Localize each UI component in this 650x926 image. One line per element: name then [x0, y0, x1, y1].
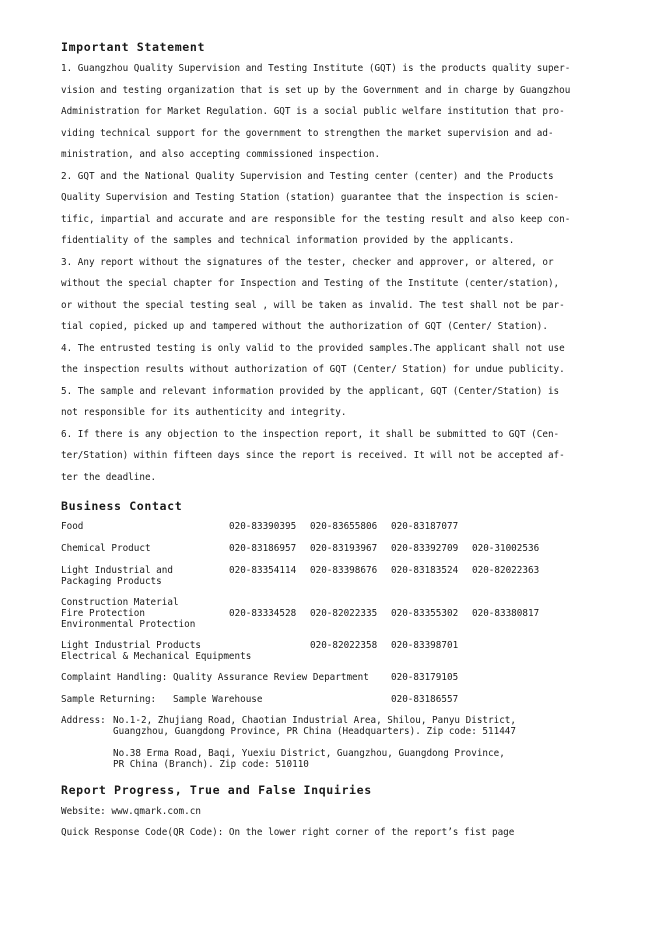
statement-line: fidentiality of the samples and technical information provided by the applicants.: [61, 235, 515, 246]
statement-line: tial copied, picked up and tampered without the authorization of GQT (Center/ Station).: [61, 321, 548, 332]
statement-line: without the special chapter for Inspection and Testing of the Institute (center/station),: [61, 278, 560, 289]
phone-number: 020-82022335: [310, 608, 378, 619]
statement-line: 6. If there is any objection to the inspection report, it shall be submitted to GQT (Cen-: [61, 428, 560, 440]
address-label: Address:: [61, 715, 106, 726]
statement-line: 1. Guangzhou Quality Supervision and Testing Institute (GQT) is the products quality super-: [61, 63, 571, 74]
statement-line: 2. GQT and the National Quality Supervision and Testing center (center) and the Products: [61, 170, 554, 182]
phone-number: 020-83398676: [310, 565, 378, 576]
category-label: Light Industrial Products Electrical & Mechanical Equipments: [61, 640, 252, 662]
statement-line: the inspection results without authorization of GQT (Center/ Station) for undue publicity.: [61, 364, 565, 375]
statement-line: Quality Supervision and Testing Station (station) guarantee that the inspection is scien-: [61, 192, 560, 203]
qr-code-text: Quick Response Code(QR Code): On the lower right corner of the report’s fist page: [61, 827, 515, 838]
statement-line: not responsible for its authenticity and integrity.: [61, 407, 347, 418]
address-text: No.1-2, Zhujiang Road, Chaotian Industrial Area, Shilou, Panyu District, Guangzhou, Guangdong Province, PR China (Headquarters). Zip code: 511447: [113, 715, 516, 737]
statement-line: tific, impartial and accurate and are responsible for the testing result and also keep con-: [61, 213, 571, 225]
inquiries-heading: Report Progress, True and False Inquiries: [61, 783, 372, 797]
category-label: Sample Returning: Sample Warehouse: [61, 694, 263, 705]
statement-line: 3. Any report without the signatures of the tester, checker and approver, or altered, or: [61, 256, 554, 268]
statement-line: 5. The sample and relevant information provided by the applicant, GQT (Center/Station) is: [61, 385, 560, 397]
statement-line: 4. The entrusted testing is only valid to the provided samples.The applicant shall not use: [61, 342, 565, 354]
phone-number: 020-83187077: [391, 521, 459, 532]
phone-number: 020-83392709: [391, 543, 459, 554]
phone-number: 020-83179105: [391, 672, 459, 683]
phone-number: 020-83186557: [391, 694, 459, 705]
contact-row-construction: [61, 597, 601, 630]
contact-row-complaint: [61, 672, 601, 692]
category-label: Complaint Handling: Quality Assurance Review Department: [61, 672, 369, 683]
category-label: Chemical Product: [61, 543, 151, 554]
phone-number: 020-83390395: [229, 521, 297, 532]
phone-number: 020-83380817: [472, 608, 540, 619]
category-label: Light Industrial and Packaging Products: [61, 565, 173, 587]
business-contact-heading: Business Contact: [61, 499, 183, 513]
statement-line: vision and testing organization that is set up by the Government and in charge by Guangzhou: [61, 84, 571, 96]
statement-line: ter the deadline.: [61, 471, 157, 483]
category-label: Construction Material Fire Protection Environmental Protection: [61, 597, 196, 630]
phone-number: 020-83183524: [391, 565, 459, 576]
statement-line: Administration for Market Regulation. GQT is a social public welfare institution that pro-: [61, 106, 565, 117]
contact-row-light-industrial-electrical: [61, 640, 601, 660]
contact-row-sample-returning: [61, 694, 601, 714]
contact-row-food: [61, 521, 601, 541]
statement-text: [61, 58, 593, 488]
statement-line: ministration, and also accepting commissioned inspection.: [61, 149, 381, 160]
website-text: Website: www.qmark.com.cn: [61, 806, 201, 817]
phone-number: 020-83354114: [229, 565, 297, 576]
contact-row-chemical: [61, 543, 601, 563]
phone-number: 020-83355302: [391, 608, 459, 619]
phone-number: 020-31002536: [472, 543, 540, 554]
contact-row-light-industrial-packaging: [61, 565, 601, 585]
important-statement-heading: Important Statement: [61, 40, 206, 54]
phone-number: 020-83655806: [310, 521, 378, 532]
statement-line: viding technical support for the government to strengthen the market supervision and ad-: [61, 127, 554, 139]
phone-number: 020-83193967: [310, 543, 378, 554]
phone-number: 020-83398701: [391, 640, 459, 651]
address-text: No.38 Erma Road, Baqi, Yuexiu District, Guangzhou, Guangdong Province, PR China (Branch). Zip code: 510110: [113, 748, 505, 770]
phone-number: 020-82022363: [472, 565, 540, 576]
phone-number: 020-83334528: [229, 608, 297, 619]
statement-line: ter/Station) within fifteen days since the report is received. It will not be accepted af-: [61, 450, 565, 461]
category-label: Food: [61, 521, 84, 532]
phone-number: 020-82022358: [310, 640, 378, 651]
phone-number: 020-83186957: [229, 543, 297, 554]
statement-line: or without the special testing seal , will be taken as invalid. The test shall not be par-: [61, 299, 565, 311]
